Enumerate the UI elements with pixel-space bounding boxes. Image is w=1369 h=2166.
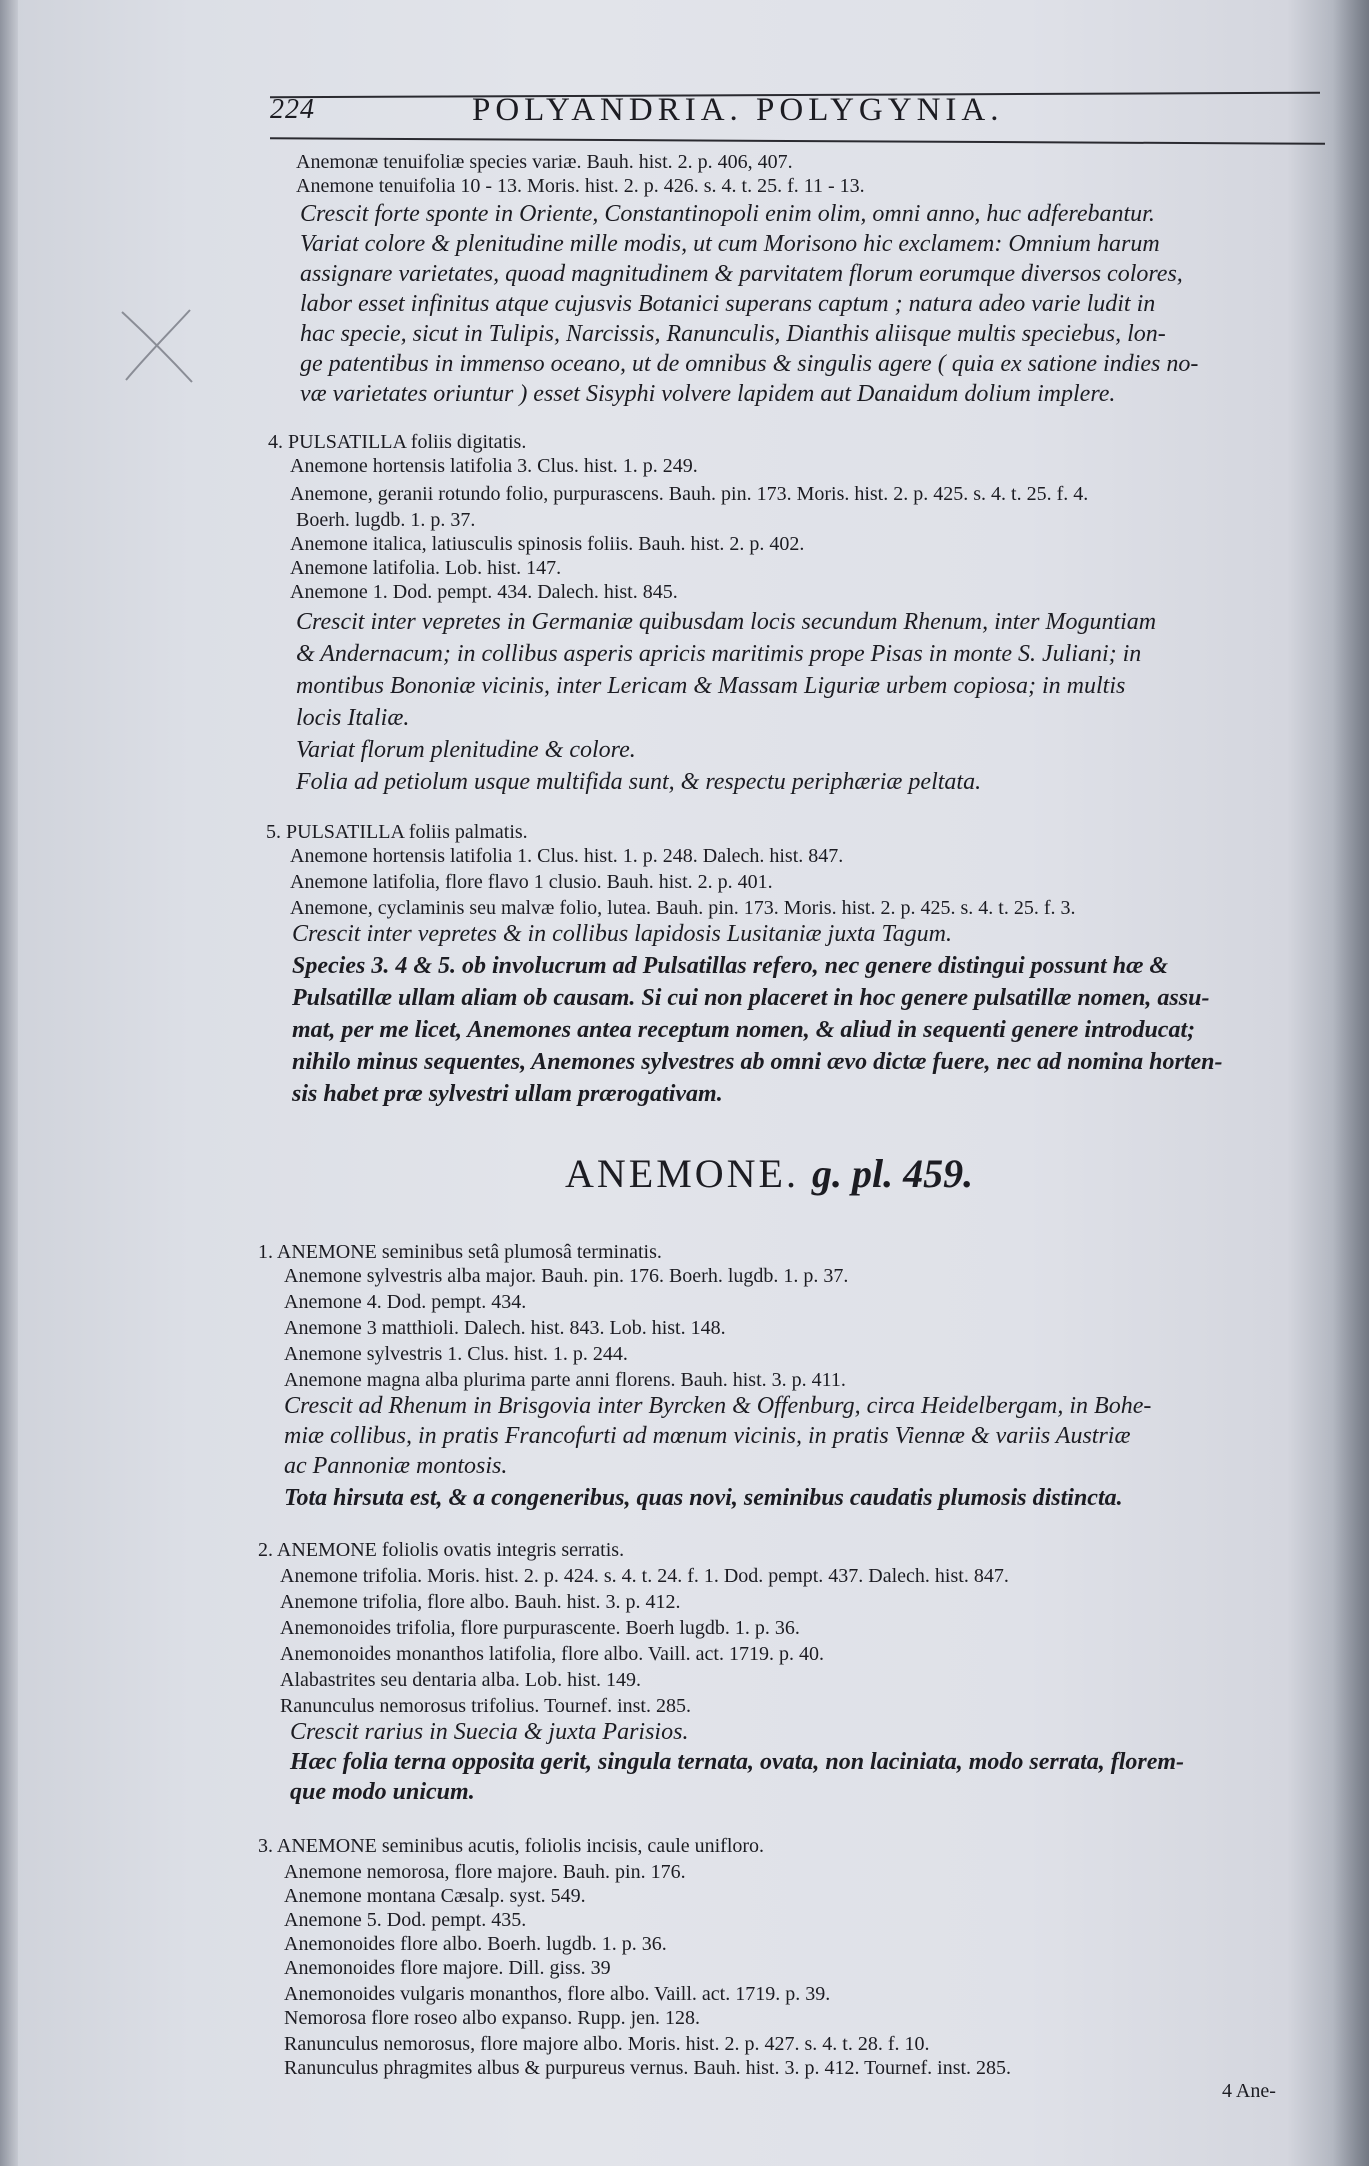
note-line: Species 3. 4 & 5. ob involucrum ad Pulsatillas refero, nec genere distingui possunt hæ & <box>292 953 1169 979</box>
synonym-line: Ranunculus phragmites albus & purpureus vernus. Bauh. hist. 3. p. 412. Tournef. inst. 285. <box>284 2057 1012 2079</box>
genus-heading <box>565 1150 973 1197</box>
running-head: POLYANDRIA. POLYGYNIA. <box>472 92 1004 128</box>
note-line: miæ collibus, in pratis Francofurti ad mœnum vicinis, in pratis Viennæ & variis Austriæ <box>284 1423 1131 1449</box>
note-line: que modo unicum. <box>290 1779 475 1805</box>
note-line: ge patentibus in immenso oceano, ut de omnibus & singulis agere ( quia ex satione indies no- <box>300 351 1199 377</box>
note-line: montibus Bononiæ vicinis, inter Lericam & Massam Liguriæ urbem copiosa; in multis <box>296 673 1126 699</box>
synonym-line: Ranunculus nemorosus, flore majore albo. Moris. hist. 2. p. 427. s. 4. t. 28. f. 10. <box>284 2033 930 2055</box>
note-line: Crescit forte sponte in Oriente, Constantinopoli enim olim, omni anno, huc adferebantur. <box>300 201 1155 227</box>
synonym-line: Anemone 1. Dod. pempt. 434. Dalech. hist. 845. <box>290 581 678 603</box>
note-line: Variat colore & plenitudine mille modis, ut cum Morisono hic exclamem: Omnium harum <box>300 231 1160 257</box>
synonym-line: Anemone montana Cæsalp. syst. 549. <box>284 1885 586 1907</box>
note-line: Pulsatillæ ullam aliam ob causam. Si cui non placeret in hoc genere pulsatillæ nomen, assu- <box>292 985 1210 1011</box>
synonym-line: Alabastrites seu dentaria alba. Lob. hist. 149. <box>280 1669 642 1691</box>
synonym-line: Anemone hortensis latifolia 3. Clus. hist. 1. p. 249. <box>290 455 698 477</box>
synonym-line: Anemonoides monanthos latifolia, flore albo. Vaill. act. 1719. p. 40. <box>280 1643 824 1665</box>
note-line: nihilo minus sequentes, Anemones sylvestres ab omni ævo dictæ fuere, nec ad nomina horten- <box>292 1049 1223 1075</box>
synonym-line: Anemone 4. Dod. pempt. 434. <box>284 1291 527 1313</box>
synonym-line: Anemonoides flore majore. Dill. giss. 39 <box>284 1957 611 1979</box>
synonym-line: Anemonæ tenuifoliæ species variæ. Bauh. hist. 2. p. 406, 407. <box>296 151 793 173</box>
note-line: Tota hirsuta est, & a congeneribus, quas novi, seminibus caudatis plumosis distincta. <box>284 1485 1123 1511</box>
note-line: hac specie, sicut in Tulipis, Narcissis, Ranunculis, Dianthis aliisque multis speciebus, lon- <box>300 321 1166 347</box>
note-line: locis Italiæ. <box>296 705 410 731</box>
entry-title: 3. ANEMONE seminibus acutis, foliolis incisis, caule unifloro. <box>258 1835 765 1857</box>
synonym-line: Anemone latifolia. Lob. hist. 147. <box>290 557 562 579</box>
synonym-line: Anemone latifolia, flore flavo 1 clusio. Bauh. hist. 2. p. 401. <box>290 871 773 893</box>
synonym-line: Anemone 5. Dod. pempt. 435. <box>284 1909 527 1931</box>
synonym-line: Anemone sylvestris 1. Clus. hist. 1. p. 244. <box>284 1343 628 1365</box>
synonym-line: Nemorosa flore roseo albo expanso. Rupp. jen. 128. <box>284 2007 701 2029</box>
synonym-line: Anemonoides trifolia, flore purpurascente. Boerh lugdb. 1. p. 36. <box>280 1617 800 1639</box>
synonym-line: Anemonoides vulgaris monanthos, flore albo. Vaill. act. 1719. p. 39. <box>284 1983 831 2005</box>
synonym-line: Anemone hortensis latifolia 1. Clus. hist. 1. p. 248. Dalech. hist. 847. <box>290 845 844 867</box>
note-line: Hæc folia terna opposita gerit, singula ternata, ovata, non laciniata, modo serrata, florem- <box>290 1749 1185 1775</box>
entry-title: 5. PULSATILLA foliis palmatis. <box>266 821 528 843</box>
synonym-line: Anemone 3 matthioli. Dalech. hist. 843. Lob. hist. 148. <box>284 1317 726 1339</box>
synonym-line: Anemone, geranii rotundo folio, purpurascens. Bauh. pin. 173. Moris. hist. 2. p. 425. s. 4. t. 25. f. 4. <box>290 483 1089 505</box>
synonym-line: Anemone tenuifolia 10 - 13. Moris. hist. 2. p. 426. s. 4. t. 25. f. 11 - 13. <box>296 175 865 197</box>
synonym-line: Anemone nemorosa, flore majore. Bauh. pin. 176. <box>284 1861 686 1883</box>
note-line: mat, per me licet, Anemones antea receptum nomen, & aliud in sequenti genere introducat; <box>292 1017 1196 1043</box>
synonym-line: Ranunculus nemorosus trifolius. Tournef. inst. 285. <box>280 1695 691 1717</box>
note-line: ac Pannoniæ montosis. <box>284 1453 508 1479</box>
synonym-line: Anemone, cyclaminis seu malvæ folio, lutea. Bauh. pin. 173. Moris. hist. 2. p. 425. s. 4. t. 25. f. 3. <box>290 897 1076 919</box>
note-line: Crescit rarius in Suecia & juxta Parisios. <box>290 1719 689 1745</box>
note-line: sis habet præ sylvestri ullam prærogativam. <box>292 1081 723 1107</box>
note-line: Crescit inter vepretes in Germaniæ quibusdam locis secundum Rhenum, inter Moguntiam <box>296 609 1157 635</box>
note-line: labor esset infinitus atque cujusvis Botanici superans captum ; natura adeo varie ludit in <box>300 291 1156 317</box>
note-line: Crescit inter vepretes & in collibus lapidosis Lusitaniæ juxta Tagum. <box>292 921 953 947</box>
entry-title: 2. ANEMONE foliolis ovatis integris serratis. <box>258 1539 625 1561</box>
note-line: Variat florum plenitudine & colore. <box>296 737 636 763</box>
note-line: assignare varietates, quoad magnitudinem & parvitatem florum eorumque diversos colores, <box>300 261 1183 287</box>
synonym-line: Boerh. lugdb. 1. p. 37. <box>296 509 476 531</box>
page-number: 224 <box>270 94 315 125</box>
entry-title: 1. ANEMONE seminibus setâ plumosâ terminatis. <box>258 1241 662 1263</box>
catchword: 4 Ane- <box>1222 2080 1276 2102</box>
genus-name: ANEMONE. <box>565 1151 799 1196</box>
note-line: Crescit ad Rhenum in Brisgovia inter Byrcken & Offenburg, circa Heidelbergam, in Bohe- <box>284 1393 1152 1419</box>
synonym-line: Anemone sylvestris alba major. Bauh. pin. 176. Boerh. lugdb. 1. p. 37. <box>284 1265 849 1287</box>
note-line: væ varietates oriuntur ) esset Sisyphi volvere lapidem aut Danaidum dolium implere. <box>300 381 1116 407</box>
synonym-line: Anemone italica, latiusculis spinosis foliis. Bauh. hist. 2. p. 402. <box>290 533 805 555</box>
synonym-line: Anemone trifolia, flore albo. Bauh. hist. 3. p. 412. <box>280 1591 681 1613</box>
synonym-line: Anemone trifolia. Moris. hist. 2. p. 424. s. 4. t. 24. f. 1. Dod. pempt. 437. Dalech. hist. 847. <box>280 1565 1009 1587</box>
note-line: Folia ad petiolum usque multifida sunt, & respectu periphæriæ peltata. <box>296 769 982 795</box>
synonym-line: Anemone magna alba plurima parte anni florens. Bauh. hist. 3. p. 411. <box>284 1369 846 1391</box>
genus-reference: g. pl. 459. <box>811 1151 974 1196</box>
note-line: & Andernacum; in collibus asperis apricis maritimis prope Pisas in monte S. Juliani; in <box>296 641 1142 667</box>
entry-title: 4. PULSATILLA foliis digitatis. <box>268 431 527 453</box>
synonym-line: Anemonoides flore albo. Boerh. lugdb. 1. p. 36. <box>284 1933 667 1955</box>
